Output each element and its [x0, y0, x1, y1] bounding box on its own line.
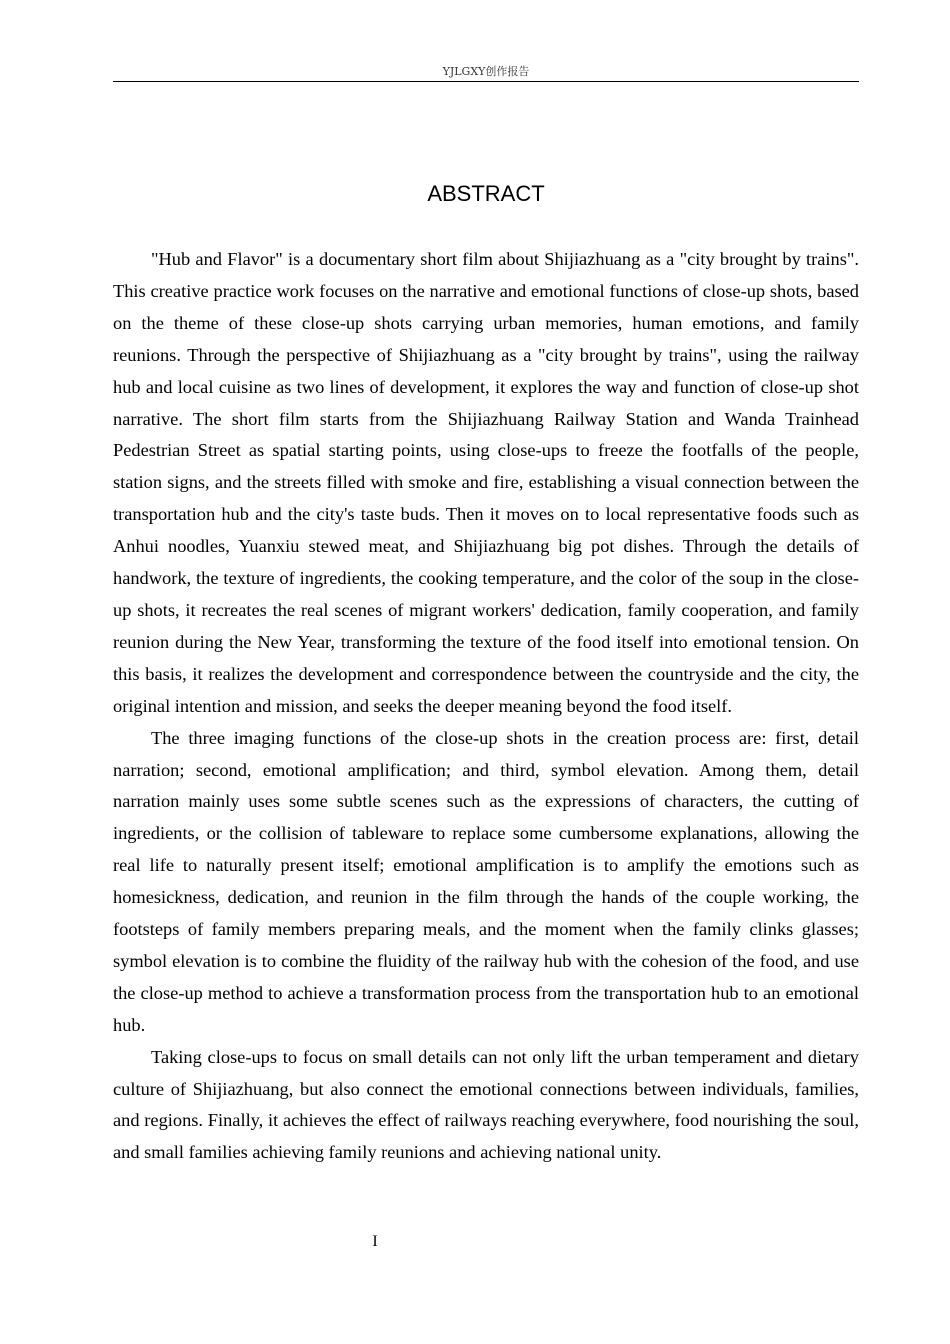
abstract-paragraph-1: "Hub and Flavor" is a documentary short film about Shijiazhuang as a "city brought by trains". This creative practice work focuses on the narrative and emotional functions of close-up shots, based on the theme of these close-up shots carrying urban memories, human emotions, and family reunions. Through the perspective of Shijiazhuang as a "city brought by trains", using the railway hub and local cuisine as two lines of development, it explores the way and function of close-up shot narrative. The short film starts from the Shijiazhuang Railway Station and Wanda Trainhead Pedestrian Street as spatial starting points, using close-ups to freeze the footfalls of the people, station signs, and the streets filled with smoke and fire, establishing a visual connection between the transportation hub and the city's taste buds. Then it moves on to local representative foods such as Anhui noodles, Yuanxiu stewed meat, and Shijiazhuang big pot dishes. Through the details of handwork, the texture of ingredients, the cooking temperature, and the color of the soup in the close-up shots, it recreates the real scenes of migrant workers' dedication, family cooperation, and family reunion during the New Year, transforming the texture of the food itself into emotional tension. On this basis, it realizes the development and correspondence between the countryside and the city, the original intention and mission, and seeks the deeper meaning beyond the food itself. [113, 249, 859, 716]
running-header: YJLGXY创作报告 [442, 65, 530, 78]
abstract-body [113, 244, 859, 1169]
abstract-paragraph-3: Taking close-ups to focus on small details can not only lift the urban temperament and dietary culture of Shijiazhuang, but also connect the emotional connections between individuals, families, and regions. Finally, it achieves the effect of railways reaching everywhere, food nourishing the soul, and small families achieving family reunions and achieving national unity. [113, 1046, 859, 1163]
abstract-title: ABSTRACT [427, 181, 545, 206]
header-rule [113, 81, 859, 82]
page-number: I [372, 1233, 378, 1250]
abstract-paragraph-2: The three imaging functions of the close-up shots in the creation process are: first, detail narration; second, emotional amplification; and third, symbol elevation. Among them, detail narration mainly uses some subtle scenes such as the expressions of characters, the cutting of ingredients, or the collision of tableware to replace some cumbersome explanations, allowing the real life to naturally present itself; emotional amplification is to amplify the emotions such as homesickness, dedication, and reunion in the film through the hands of the couple working, the footsteps of family members preparing meals, and the moment when the family clinks glasses; symbol elevation is to combine the fluidity of the railway hub with the cohesion of the food, and use the close-up method to achieve a transformation process from the transportation hub to an emotional hub. [113, 727, 859, 1035]
